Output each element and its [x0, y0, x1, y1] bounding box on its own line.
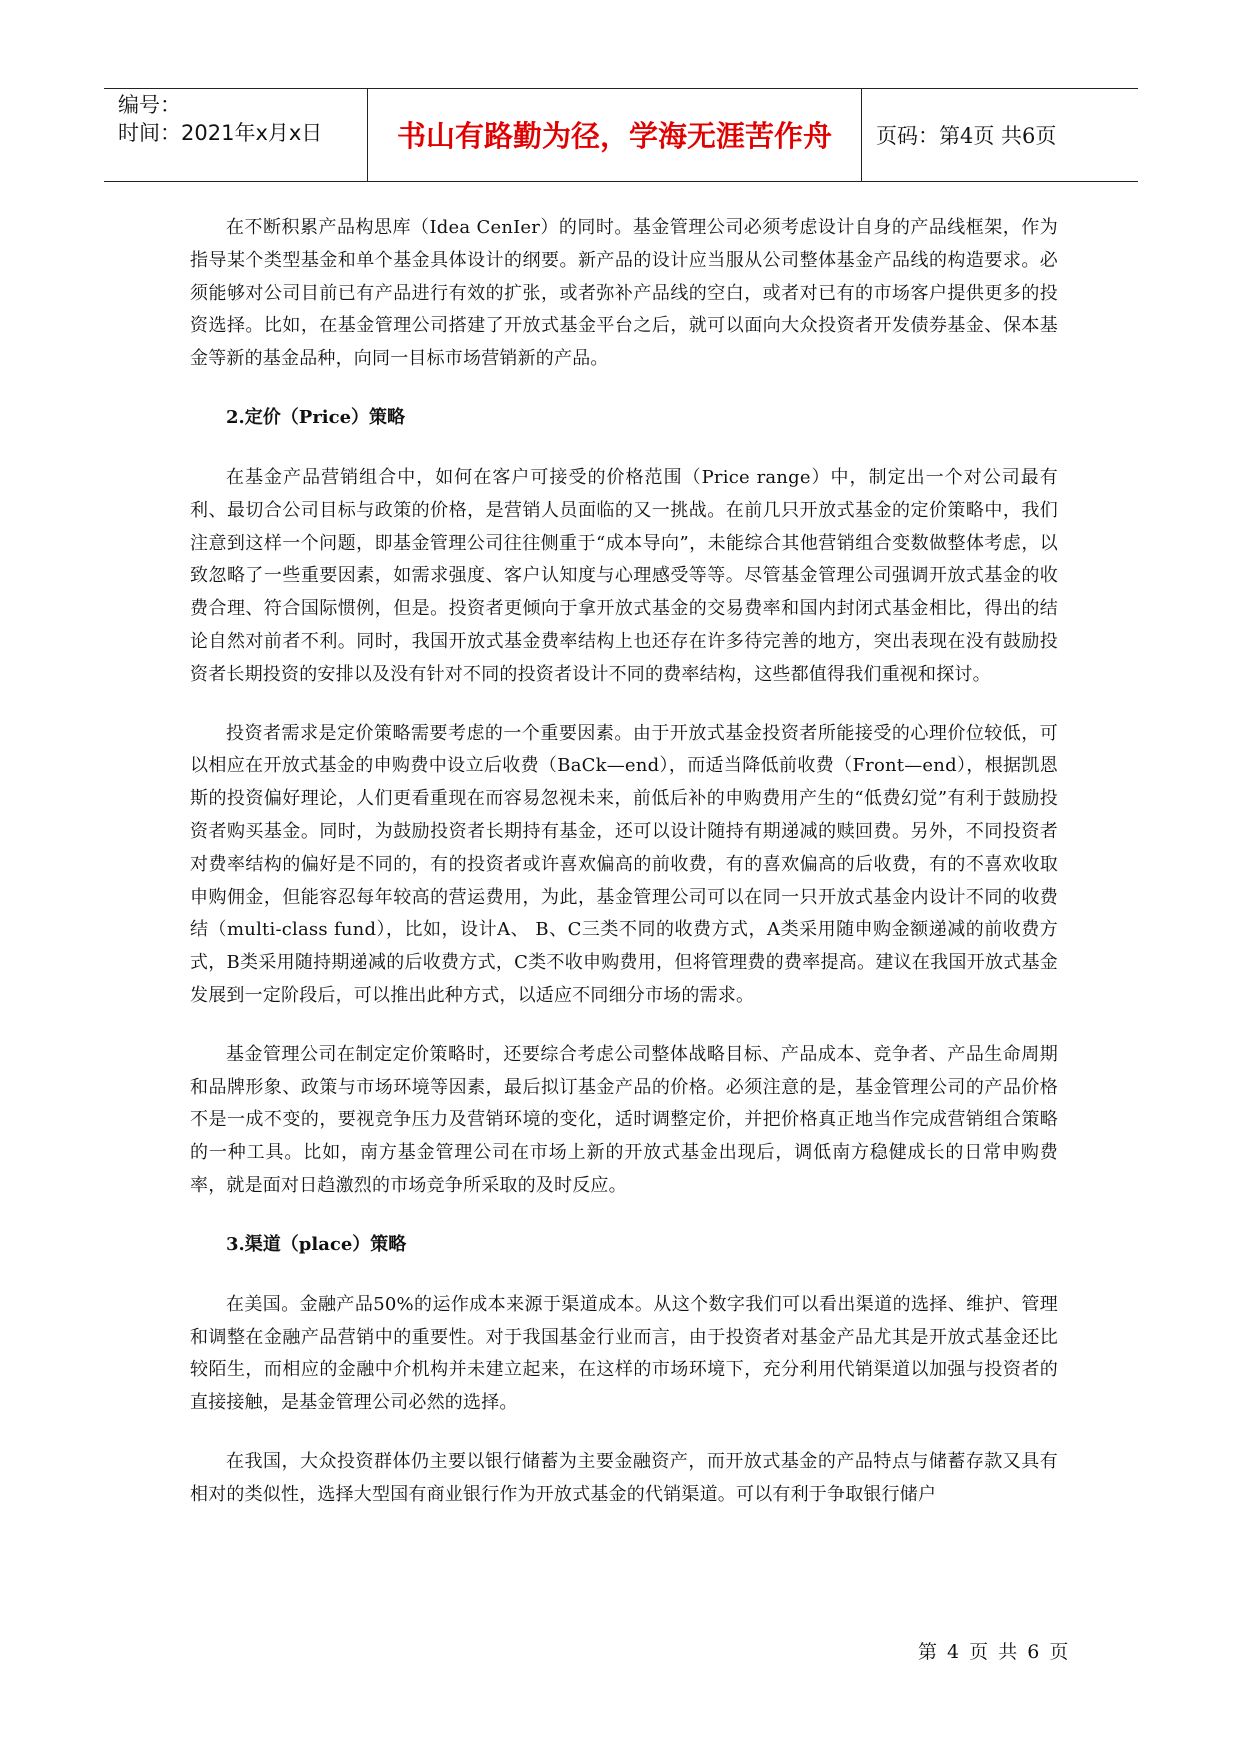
page-header	[104, 88, 1138, 182]
page-footer-number: 第 4 页 共 6 页	[918, 1641, 1071, 1663]
paragraph: 在我国，大众投资群体仍主要以银行储蓄为主要金融资产，而开放式基金的产品特点与储蓄存款又具有相对的类似性，选择大型国有商业银行作为开放式基金的代销渠道。可以有利于争取银行储户	[190, 1450, 1058, 1505]
document-time-label: 时间：2021年x月x日	[118, 121, 323, 145]
header-page-label: 页码：第4页 共6页	[876, 124, 1057, 148]
header-motto-cell	[368, 89, 862, 181]
paragraph: 在基金产品营销组合中，如何在客户可接受的价格范围（Price range）中，制定出一个对公司最有利、最切合公司目标与政策的价格，是营销人员面临的又一挑战。在前几只开放式基金的定价策略中，我们注意到这样一个问题，即基金管理公司往往侧重于“成本导向”，未能综合其他营销组合变数做整体考虑，以致忽略了一些重要因素，如需求强度、客户认知度与心理感受等等。尽管基金管理公司强调开放式基金的收费合理、符合国际惯例，但是。投资者更倾向于拿开放式基金的交易费率和国内封闭式基金相比，得出的结论自然对前者不利。同时，我国开放式基金费率结构上也还存在许多待完善的地方，突出表现在没有鼓励投资者长期投资的安排以及没有针对不同的投资者设计不同的费率结构，这些都值得我们重视和探讨。	[190, 466, 1058, 685]
header-motto: 书山有路勤为径，学海无涯苦作舟	[396, 119, 832, 153]
document-number-label: 编号：	[118, 93, 181, 117]
paragraph: 在不断积累产品构思库（Idea CenIer）的同时。基金管理公司必须考虑设计自身的产品线框架，作为指导某个类型基金和单个基金具体设计的纲要。新产品的设计应当服从公司整体基金产品线的构造要求。必须能够对公司目前已有产品进行有效的扩张，或者弥补产品线的空白，或者对已有的市场客户提供更多的投资选择。比如，在基金管理公司搭建了开放式基金平台之后，就可以面向大众投资者开发债券基金、保本基金等新的基金品种，向同一目标市场营销新的产品。	[190, 217, 1058, 370]
header-info-cell	[104, 89, 368, 181]
document-body	[190, 212, 1058, 1538]
section-heading-channel: 3.渠道（place）策略	[226, 1233, 407, 1255]
header-page-cell	[862, 89, 1138, 181]
section-heading-pricing: 2.定价（Price）策略	[226, 406, 406, 428]
paragraph: 投资者需求是定价策略需要考虑的一个重要因素。由于开放式基金投资者所能接受的心理价位较低，可以相应在开放式基金的申购费中设立后收费（BaCk—end），而适当降低前收费（Front—end），根据凯恩斯的投资偏好理论，人们更看重现在而容易忽视未来，前低后补的申购费用产生的“低费幻觉”有利于鼓励投资者购买基金。同时，为鼓励投资者长期持有基金，还可以设计随持有期递减的赎回费。另外，不同投资者对费率结构的偏好是不同的，有的投资者或许喜欢偏高的前收费，有的喜欢偏高的后收费，有的不喜欢收取申购佣金，但能容忍每年较高的营运费用，为此，基金管理公司可以在同一只开放式基金内设计不同的收费结（multi-class fund），比如，设计A、 B、C三类不同的收费方式，A类采用随申购金额递减的前收费方式，B类采用随持期递减的后收费方式，C类不收申购费用，但将管理费的费率提高。建议在我国开放式基金发展到一定阶段后，可以推出此种方式，以适应不同细分市场的需求。	[190, 722, 1058, 1006]
paragraph: 在美国。金融产品50%的运作成本来源于渠道成本。从这个数字我们可以看出渠道的选择、维护、管理和调整在金融产品营销中的重要性。对于我国基金行业而言，由于投资者对基金产品尤其是开放式基金还比较陌生，而相应的金融中介机构并未建立起来，在这样的市场环境下，充分利用代销渠道以加强与投资者的直接接触，是基金管理公司必然的选择。	[190, 1293, 1058, 1414]
paragraph: 基金管理公司在制定定价策略时，还要综合考虑公司整体战略目标、产品成本、竞争者、产品生命周期和品牌形象、政策与市场环境等因素，最后拟订基金产品的价格。必须注意的是，基金管理公司的产品价格不是一成不变的，要视竞争压力及营销环境的变化，适时调整定价，并把价格真正地当作完成营销组合策略的一种工具。比如，南方基金管理公司在市场上新的开放式基金出现后，调低南方稳健成长的日常申购费率，就是面对日趋激烈的市场竞争所采取的及时反应。	[190, 1043, 1058, 1196]
